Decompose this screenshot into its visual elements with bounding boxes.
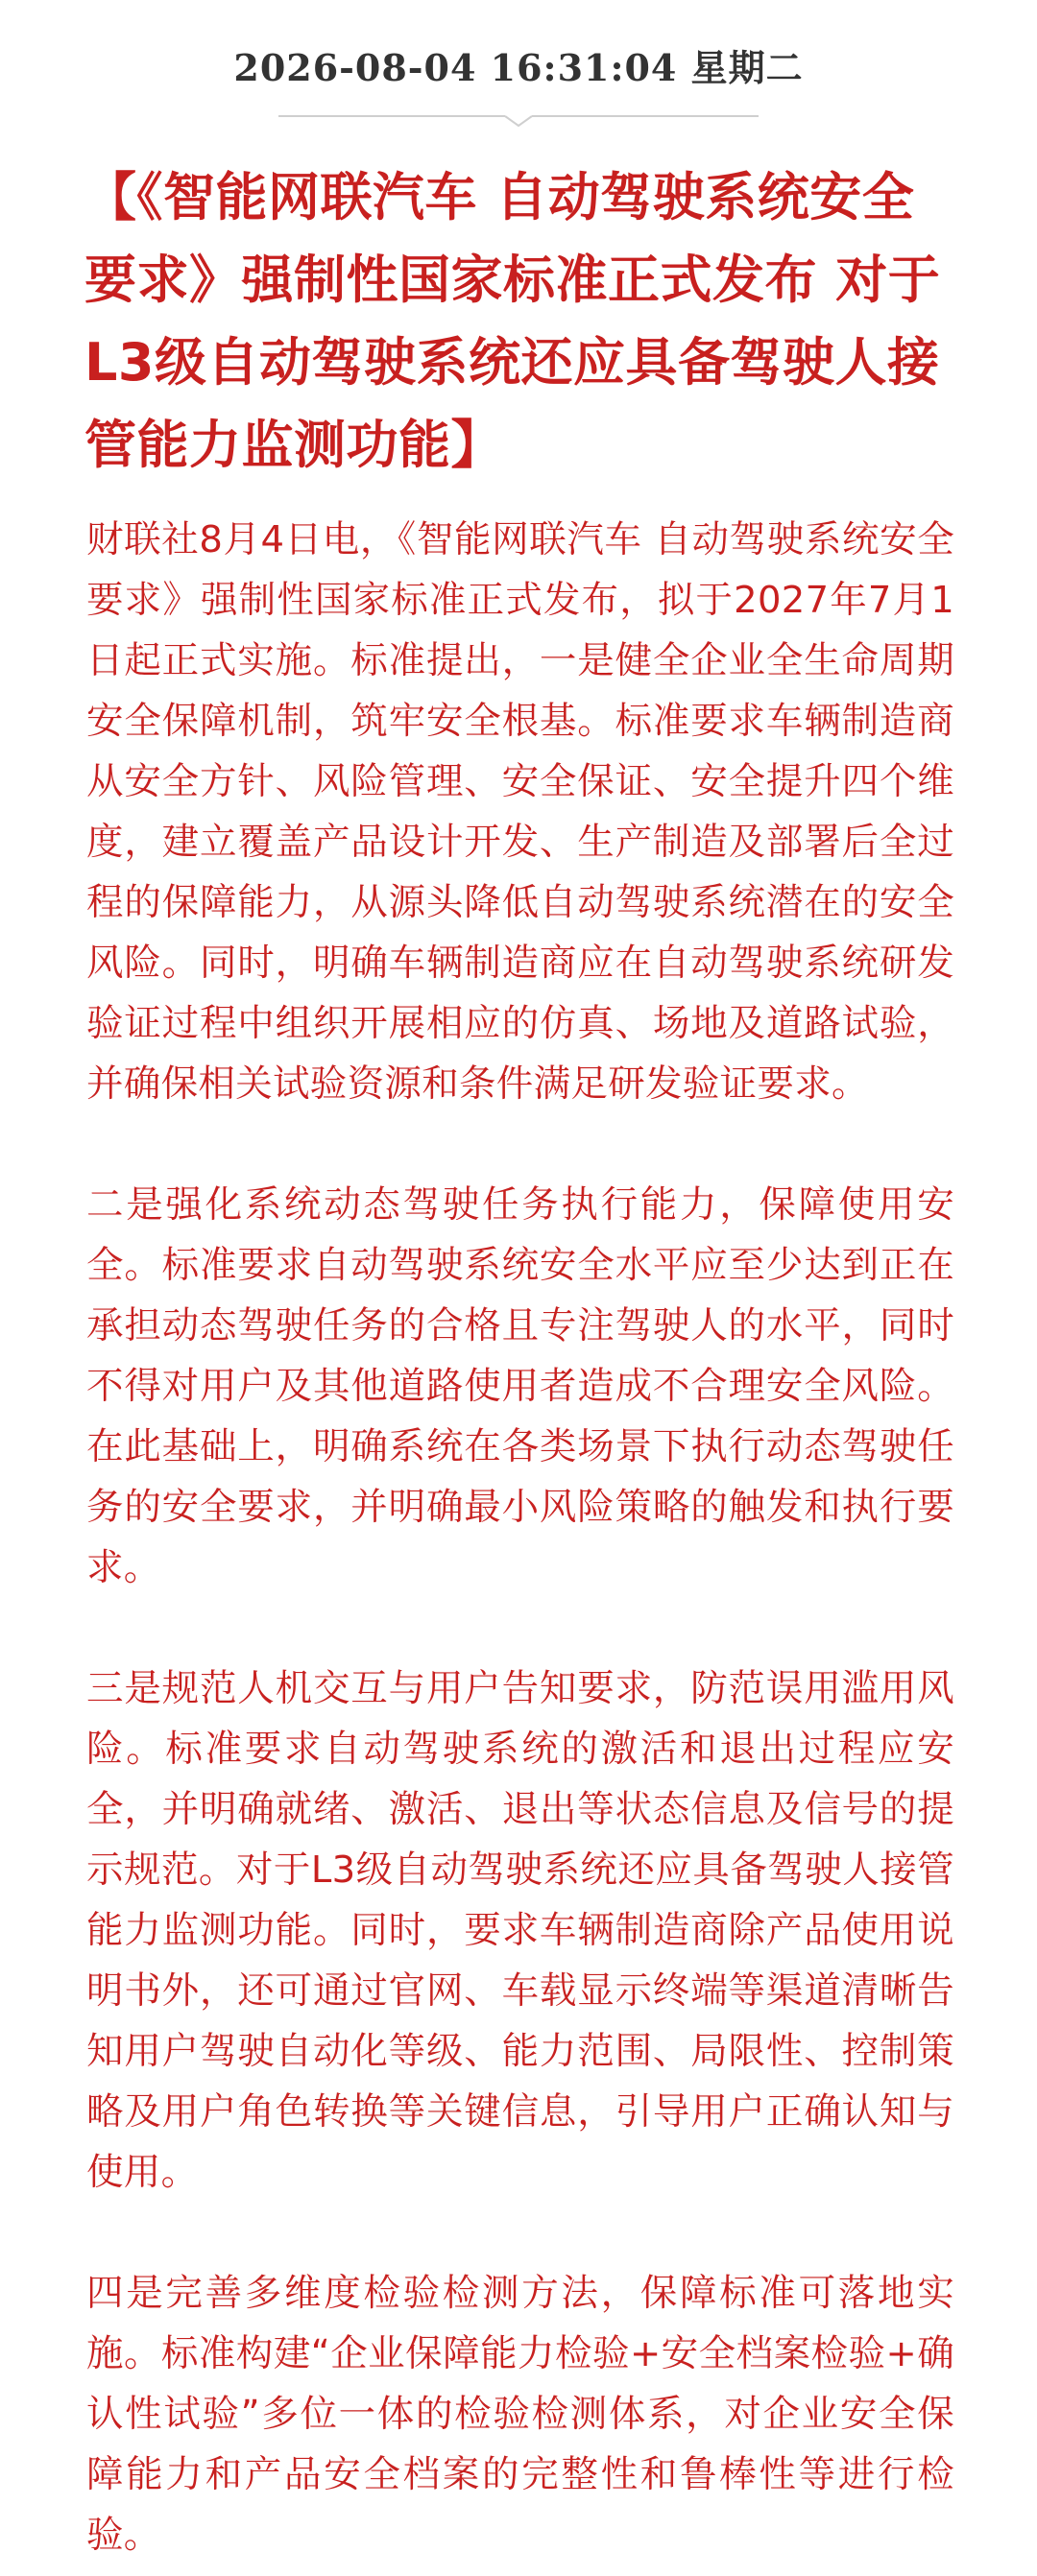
datetime-divider (278, 112, 759, 128)
article-body (86, 510, 954, 2565)
publish-datetime: 2026-08-04 16:31:04 星期二 (233, 46, 804, 89)
article-paragraph: 财联社8月4日电，《智能网联汽车 自动驾驶系统安全要求》强制性国家标准正式发布，拟于2027年7月1日起正式实施。标准提出，一是健全企业全生命周期安全保障机制，筑牢安全根基。标准要求车辆制造商从安全方针、风险管理、安全保证、安全提升四个维度，建立覆盖产品设计开发、生产制造及部署后全过程的保障能力，从源头降低自动驾驶系统潜在的安全风险。同时，明确车辆制造商应在自动驾驶系统研发验证过程中组织开展相应的仿真、场地及道路试验，并确保相关试验资源和条件满足研发验证要求。 (86, 518, 954, 1106)
article-paragraph: 四是完善多维度检验检测方法，保障标准可落地实施。标准构建“企业保障能力检验+安全档案检验+确认性试验”多位一体的检验检测体系，对企业安全保障能力和产品安全档案的完整性和鲁棒性等进行检验。 (86, 2272, 954, 2557)
article-paragraph: 三是规范人机交互与用户告知要求，防范误用滥用风险。标准要求自动驾驶系统的激活和退出过程应安全，并明确就绪、激活、退出等状态信息及信号的提示规范。对于L3级自动驾驶系统还应具备驾驶人接管能力监测功能。同时，要求车辆制造商除产品使用说明书外，还可通过官网、车载显示终端等渠道清晰告知用户驾驶自动化等级、能力范围、局限性、控制策略及用户角色转换等关键信息，引导用户正确认知与使用。 (86, 1667, 954, 2194)
article-paragraph: 二是强化系统动态驾驶任务执行能力，保障使用安全。标准要求自动驾驶系统安全水平应至少达到正在承担动态驾驶任务的合格且专注驾驶人的水平，同时不得对用户及其他道路使用者造成不合理安全风险。在此基础上，明确系统在各类场景下执行动态驾驶任务的安全要求，并明确最小风险策略的触发和执行要求。 (86, 1183, 954, 1589)
article-headline: 【《智能网联汽车 自动驾驶系统安全要求》强制性国家标准正式发布 对于L3级自动驾驶系统还应具备驾驶人接管能力监测功能】 (84, 167, 941, 475)
